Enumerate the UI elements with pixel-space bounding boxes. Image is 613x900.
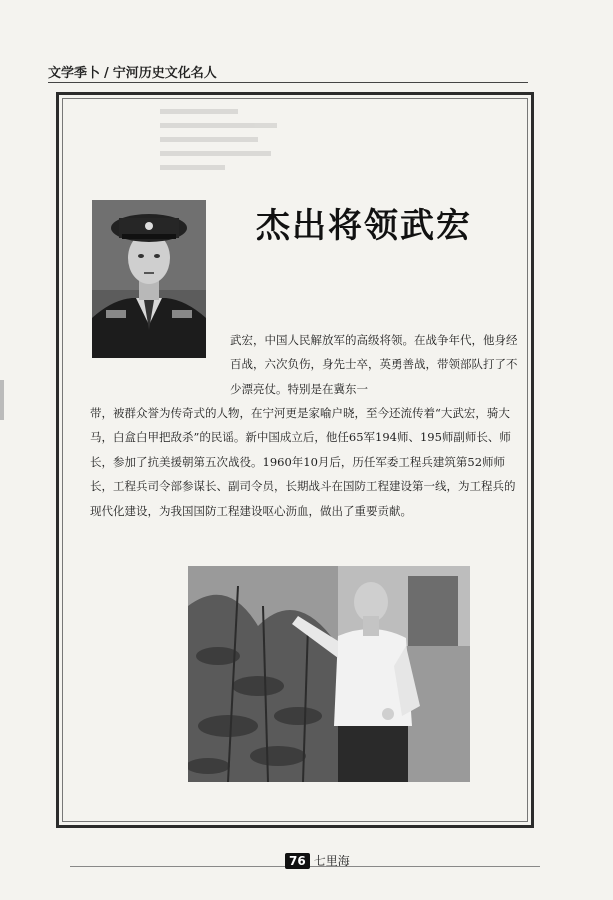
header-rule bbox=[48, 82, 528, 83]
header-separator: / bbox=[104, 66, 109, 81]
binding-shadow bbox=[0, 380, 4, 420]
article-paragraph-top: 武宏，中国人民解放军的高级将领。在战争年代，他身经百战，六次负伤，身先士卒，英勇善战，带领部队打了不少漂亮仗。特别是在冀东一 bbox=[230, 333, 518, 396]
header-section: 文学季卜 bbox=[48, 66, 101, 81]
portrait-photo bbox=[92, 200, 206, 358]
bleed-through-text bbox=[160, 100, 290, 190]
article-title: 杰出将领武宏 bbox=[256, 206, 472, 246]
running-header bbox=[48, 62, 217, 81]
garden-photo bbox=[188, 566, 470, 782]
magazine-name: 七里海 bbox=[313, 854, 350, 868]
article-paragraph-body: 带，被群众誉为传奇式的人物，在宁河更是家喻户晓，至今还流传着“大武宏，骑大马，白盒白甲把敌杀”的民谣。新中国成立后，他任65军194师、195师副师长、师长，参加了抗美援朝第五次战役。1960年10月后，历任军委工程兵建筑第52师师长，工程兵司令部参谋长、副司令员，长期战斗在国防工程建设第一线，为工程兵的现代化建设，为我国国防工程建设呕心沥血，做出了重要贡献。 bbox=[90, 406, 516, 518]
header-column: 宁河历史文化名人 bbox=[112, 66, 217, 81]
page-number: 76 bbox=[285, 853, 310, 869]
page-footer bbox=[285, 850, 350, 869]
